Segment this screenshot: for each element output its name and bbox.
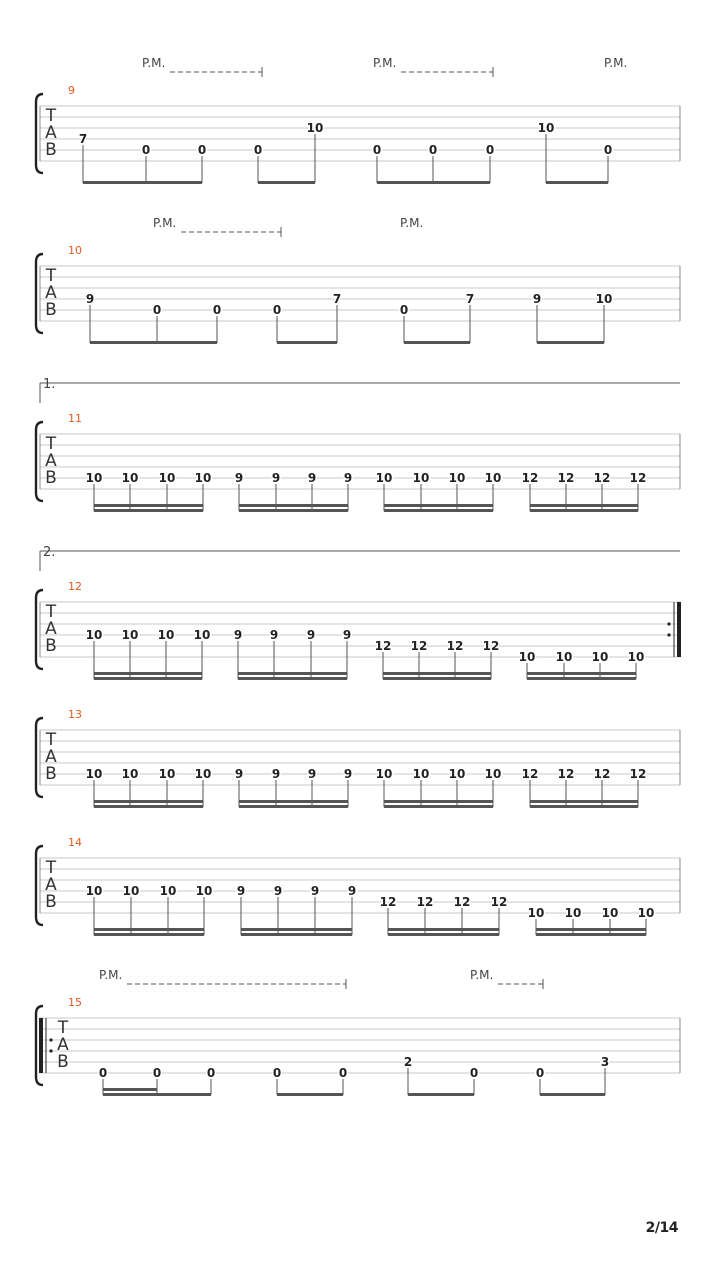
beam-secondary xyxy=(530,504,638,507)
beam-secondary xyxy=(238,672,347,675)
beam xyxy=(258,181,315,184)
tab-clef-letter: A xyxy=(45,283,57,303)
beam xyxy=(384,805,493,808)
beam-secondary xyxy=(103,1088,157,1091)
beam-secondary xyxy=(239,800,348,803)
tab-clef-letter: A xyxy=(45,451,57,471)
fret-number: 9 xyxy=(347,884,357,898)
beam-secondary xyxy=(239,504,348,507)
palm-mute-label: P.M. xyxy=(400,216,424,230)
fret-number: 9 xyxy=(85,292,95,306)
fret-number: 0 xyxy=(535,1066,545,1080)
fret-number: 9 xyxy=(342,628,352,642)
beam xyxy=(404,341,470,344)
beam xyxy=(239,509,348,512)
fret-number: 9 xyxy=(307,471,317,485)
beam-secondary xyxy=(384,504,493,507)
fret-number: 0 xyxy=(603,143,613,157)
fret-number: 10 xyxy=(85,628,103,642)
fret-number: 12 xyxy=(593,471,611,485)
fret-number: 10 xyxy=(158,471,176,485)
palm-mute-label: P.M. xyxy=(373,56,397,70)
fret-number: 9 xyxy=(532,292,542,306)
fret-number: 0 xyxy=(272,1066,282,1080)
beam-secondary xyxy=(530,800,638,803)
beam-secondary xyxy=(94,504,203,507)
beam xyxy=(241,933,352,936)
fret-number: 0 xyxy=(485,143,495,157)
tab-clef-letter: B xyxy=(45,140,57,160)
fret-number: 9 xyxy=(234,767,244,781)
fret-number: 0 xyxy=(469,1066,479,1080)
fret-number: 0 xyxy=(338,1066,348,1080)
fret-number: 10 xyxy=(194,767,212,781)
fret-number: 0 xyxy=(212,303,222,317)
fret-number: 0 xyxy=(141,143,151,157)
fret-number: 3 xyxy=(600,1055,610,1069)
beam xyxy=(384,509,493,512)
beam xyxy=(530,509,638,512)
tab-clef-letter: A xyxy=(45,619,57,639)
fret-number: 12 xyxy=(490,895,508,909)
fret-number: 12 xyxy=(557,471,575,485)
beam xyxy=(527,677,636,680)
fret-number: 10 xyxy=(555,650,573,664)
beam xyxy=(530,805,638,808)
tab-clef-letter: A xyxy=(45,747,57,767)
beam xyxy=(94,805,203,808)
fret-number: 10 xyxy=(448,471,466,485)
beam xyxy=(546,181,608,184)
beam xyxy=(94,509,203,512)
beam xyxy=(83,181,202,184)
beam xyxy=(537,341,604,344)
beam xyxy=(277,1093,343,1096)
fret-number: 9 xyxy=(307,767,317,781)
fret-number: 9 xyxy=(343,767,353,781)
fret-number: 10 xyxy=(595,292,613,306)
palm-mute-label: P.M. xyxy=(470,968,494,982)
fret-number: 10 xyxy=(85,471,103,485)
fret-number: 12 xyxy=(557,767,575,781)
fret-number: 0 xyxy=(372,143,382,157)
volta-label: 2. xyxy=(43,545,56,560)
fret-number: 10 xyxy=(121,767,139,781)
fret-number: 10 xyxy=(412,471,430,485)
tab-clef-letter: A xyxy=(45,123,57,143)
fret-number: 10 xyxy=(121,471,139,485)
tab-clef-letter: B xyxy=(45,636,57,656)
fret-number: 0 xyxy=(98,1066,108,1080)
fret-number: 12 xyxy=(410,639,428,653)
fret-number: 12 xyxy=(416,895,434,909)
fret-number: 10 xyxy=(448,767,466,781)
beam xyxy=(238,677,347,680)
measure-number: 12 xyxy=(68,580,82,593)
fret-number: 12 xyxy=(521,767,539,781)
fret-number: 7 xyxy=(332,292,342,306)
tab-clef-letter: B xyxy=(45,764,57,784)
fret-number: 9 xyxy=(234,471,244,485)
fret-number: 0 xyxy=(428,143,438,157)
volta-label: 1. xyxy=(43,377,56,392)
measure-number: 15 xyxy=(68,996,82,1009)
fret-number: 7 xyxy=(78,132,88,146)
tab-clef-letter: T xyxy=(45,434,57,454)
tab-system xyxy=(36,836,680,936)
tab-clef-letter: T xyxy=(45,266,57,286)
beam-secondary xyxy=(388,928,499,931)
beam-secondary xyxy=(94,928,204,931)
fret-number: 10 xyxy=(375,471,393,485)
repeat-dot xyxy=(667,633,670,636)
fret-number: 7 xyxy=(465,292,475,306)
palm-mute-label: P.M. xyxy=(153,216,177,230)
beam-secondary xyxy=(94,672,202,675)
fret-number: 10 xyxy=(121,628,139,642)
fret-number: 9 xyxy=(269,628,279,642)
fret-number: 10 xyxy=(194,471,212,485)
fret-number: 10 xyxy=(591,650,609,664)
beam xyxy=(408,1093,474,1096)
fret-number: 10 xyxy=(122,884,140,898)
fret-number: 9 xyxy=(306,628,316,642)
beam-secondary xyxy=(527,672,636,675)
fret-number: 2 xyxy=(403,1055,413,1069)
fret-number: 9 xyxy=(343,471,353,485)
measure-number: 14 xyxy=(68,836,82,849)
beam xyxy=(103,1093,211,1096)
fret-number: 9 xyxy=(271,767,281,781)
fret-number: 12 xyxy=(593,767,611,781)
fret-number: 12 xyxy=(374,639,392,653)
beam xyxy=(383,677,491,680)
beam xyxy=(94,933,204,936)
tab-clef-letter: T xyxy=(45,602,57,622)
tab-clef-letter: B xyxy=(45,468,57,488)
fret-number: 0 xyxy=(152,1066,162,1080)
tab-clef-letter: B xyxy=(45,300,57,320)
tab-system xyxy=(36,56,680,184)
tab-system xyxy=(36,968,680,1096)
fret-number: 10 xyxy=(375,767,393,781)
repeat-start-thick-bar xyxy=(39,1018,43,1073)
beam xyxy=(277,341,337,344)
beam-secondary xyxy=(94,800,203,803)
fret-number: 12 xyxy=(446,639,464,653)
beam-secondary xyxy=(536,928,646,931)
repeat-end-thick-bar xyxy=(677,602,681,657)
palm-mute-label: P.M. xyxy=(604,56,628,70)
beam-secondary xyxy=(384,800,493,803)
fret-number: 10 xyxy=(637,906,655,920)
tab-system xyxy=(36,377,680,512)
repeat-dot xyxy=(667,622,670,625)
palm-mute-label: P.M. xyxy=(99,968,123,982)
fret-number: 10 xyxy=(564,906,582,920)
tab-clef-letter: B xyxy=(45,892,57,912)
tab-system xyxy=(36,545,681,680)
measure-number: 10 xyxy=(68,244,82,257)
fret-number: 10 xyxy=(484,767,502,781)
fret-number: 0 xyxy=(399,303,409,317)
fret-number: 10 xyxy=(627,650,645,664)
beam xyxy=(540,1093,605,1096)
fret-number: 9 xyxy=(236,884,246,898)
fret-number: 10 xyxy=(537,121,555,135)
fret-number: 10 xyxy=(158,767,176,781)
fret-number: 10 xyxy=(195,884,213,898)
beam xyxy=(377,181,490,184)
beam xyxy=(536,933,646,936)
tab-clef-letter: A xyxy=(57,1035,69,1055)
beam-secondary xyxy=(241,928,352,931)
fret-number: 9 xyxy=(271,471,281,485)
fret-number: 0 xyxy=(152,303,162,317)
beam-secondary xyxy=(383,672,491,675)
beam xyxy=(94,677,202,680)
fret-number: 9 xyxy=(273,884,283,898)
measure-number: 9 xyxy=(68,84,75,97)
fret-number: 10 xyxy=(527,906,545,920)
tab-clef-letter: T xyxy=(57,1018,69,1038)
repeat-dot xyxy=(49,1038,52,1041)
fret-number: 12 xyxy=(379,895,397,909)
fret-number: 10 xyxy=(412,767,430,781)
fret-number: 0 xyxy=(206,1066,216,1080)
beam xyxy=(388,933,499,936)
beam xyxy=(239,805,348,808)
fret-number: 10 xyxy=(518,650,536,664)
fret-number: 0 xyxy=(197,143,207,157)
fret-number: 9 xyxy=(310,884,320,898)
fret-number: 10 xyxy=(85,884,103,898)
page-number: 2/14 xyxy=(645,1220,678,1236)
fret-number: 10 xyxy=(484,471,502,485)
fret-number: 10 xyxy=(159,884,177,898)
fret-number: 12 xyxy=(629,471,647,485)
fret-number: 9 xyxy=(233,628,243,642)
tab-clef-letter: T xyxy=(45,858,57,878)
fret-number: 10 xyxy=(601,906,619,920)
tab-system xyxy=(36,708,680,808)
tab-clef-letter: T xyxy=(45,106,57,126)
fret-number: 12 xyxy=(629,767,647,781)
tab-clef-letter: A xyxy=(45,875,57,895)
fret-number: 12 xyxy=(453,895,471,909)
beam xyxy=(90,341,217,344)
fret-number: 0 xyxy=(272,303,282,317)
measure-number: 13 xyxy=(68,708,82,721)
tab-system xyxy=(36,216,680,344)
fret-number: 10 xyxy=(306,121,324,135)
palm-mute-label: P.M. xyxy=(142,56,166,70)
repeat-dot xyxy=(49,1049,52,1052)
tab-clef-letter: T xyxy=(45,730,57,750)
fret-number: 12 xyxy=(521,471,539,485)
fret-number: 10 xyxy=(85,767,103,781)
fret-number: 10 xyxy=(193,628,211,642)
fret-number: 10 xyxy=(157,628,175,642)
fret-number: 12 xyxy=(482,639,500,653)
tab-clef-letter: B xyxy=(57,1052,69,1072)
fret-number: 0 xyxy=(253,143,263,157)
measure-number: 11 xyxy=(68,412,82,425)
